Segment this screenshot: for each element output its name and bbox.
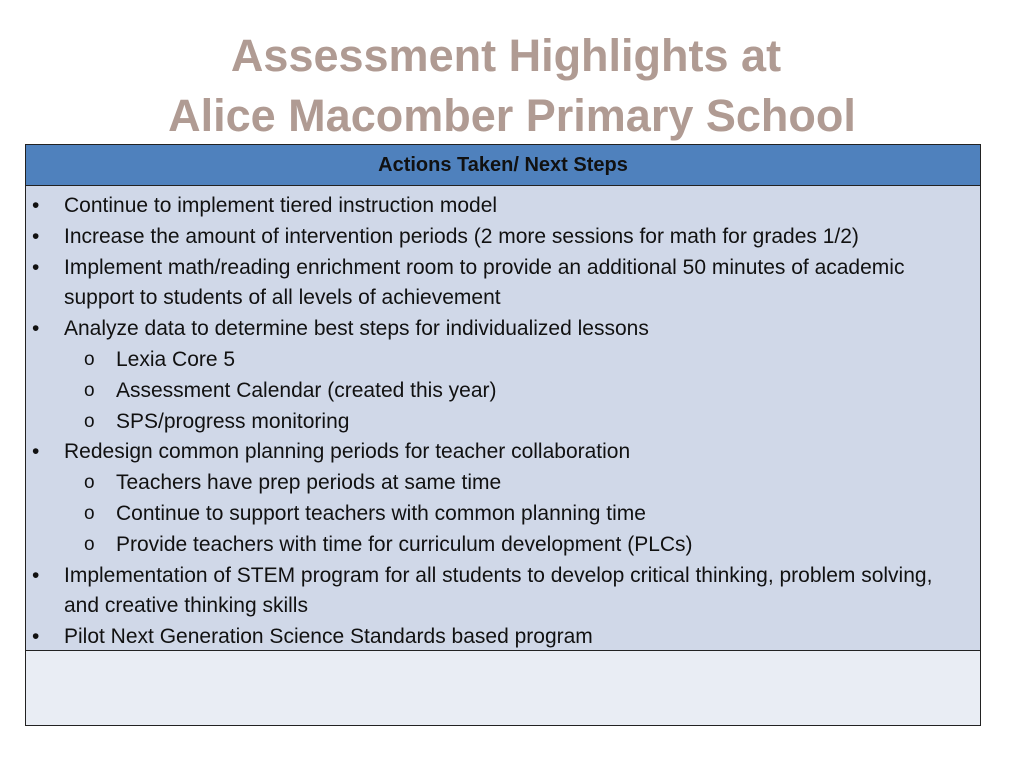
sub-bullet-item <box>26 530 980 561</box>
item-text: Increase the amount of intervention periods (2 more sessions for math for grades 1/2) <box>64 224 859 248</box>
bullet-marker: • <box>32 255 40 279</box>
bullet-item <box>26 191 980 222</box>
bullet-item <box>26 253 980 315</box>
item-text: SPS/progress monitoring <box>116 409 350 433</box>
table-body-row <box>26 186 980 651</box>
bullet-marker: • <box>32 440 40 464</box>
bullet-item <box>26 622 980 653</box>
item-text: Provide teachers with time for curriculum development (PLCs) <box>116 532 693 556</box>
sub-bullet-marker: o <box>84 410 95 432</box>
sub-bullet-item <box>26 345 980 376</box>
table-empty-row <box>26 651 980 725</box>
sub-bullet-item <box>26 499 980 530</box>
item-text: Implement math/reading enrichment room to provide an additional 50 minutes of academic support to students of all levels of achievement <box>64 255 905 310</box>
sub-bullet-item <box>26 468 980 499</box>
item-text: Assessment Calendar (created this year) <box>116 378 497 402</box>
bullet-item <box>26 437 980 468</box>
bullet-item <box>26 222 980 253</box>
bullet-marker: • <box>32 317 40 341</box>
sub-bullet-marker: o <box>84 348 95 370</box>
item-text: Redesign common planning periods for teacher collaboration <box>64 440 631 464</box>
item-text: Continue to support teachers with common planning time <box>116 501 646 525</box>
bullet-item <box>26 561 980 623</box>
bullet-marker: • <box>32 224 40 248</box>
item-text: Lexia Core 5 <box>116 347 236 371</box>
item-text: Implementation of STEM program for all students to develop critical thinking, problem solving, and creative thinking skills <box>64 563 933 618</box>
bullet-item <box>26 314 980 345</box>
item-text: Continue to implement tiered instruction model <box>64 194 498 217</box>
action-list <box>26 191 980 653</box>
sub-bullet-marker: o <box>84 379 95 401</box>
item-text: Teachers have prep periods at same time <box>116 471 502 495</box>
sub-bullet-item <box>26 407 980 438</box>
bullet-marker: • <box>32 625 40 649</box>
table-header: Actions Taken/ Next Steps <box>26 145 980 186</box>
slide-title <box>0 26 1024 146</box>
item-text: Pilot Next Generation Science Standards based program <box>64 625 593 649</box>
sub-bullet-item <box>26 376 980 407</box>
slide-title-line-1: Assessment Highlights at <box>230 30 782 81</box>
bullet-marker: • <box>32 563 40 587</box>
slide-title-line-2: Alice Macomber Primary School <box>168 90 856 141</box>
sub-bullet-marker: o <box>84 472 95 494</box>
bullet-marker: • <box>32 194 40 217</box>
sub-bullet-marker: o <box>84 502 95 524</box>
sub-bullet-marker: o <box>84 533 95 555</box>
actions-table <box>25 144 981 726</box>
item-text: Analyze data to determine best steps for individualized lessons <box>64 317 649 341</box>
